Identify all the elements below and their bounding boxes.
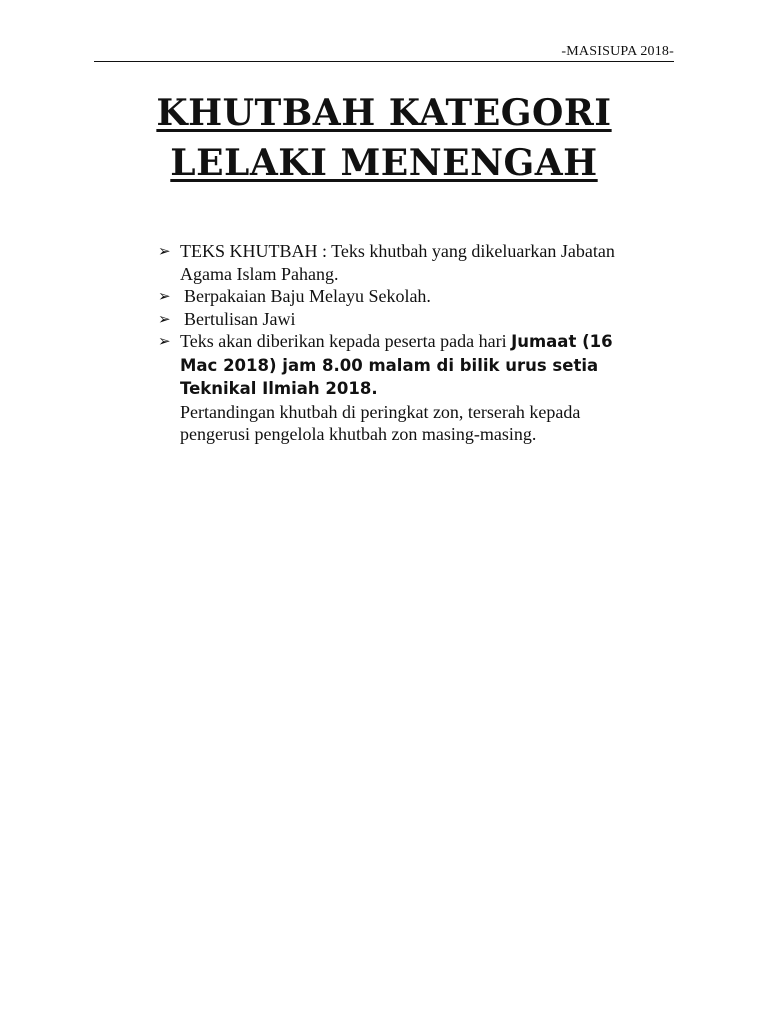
bullet-item-teks-akan xyxy=(158,330,648,446)
page-title xyxy=(94,88,674,188)
title-line-2: LELAKI MENENGAH xyxy=(170,142,598,184)
bullet-item-berpakaian xyxy=(158,285,648,308)
bullet-text: Berpakaian Baju Melayu Sekolah. xyxy=(184,286,431,306)
arrowhead-bullet-icon: ➢ xyxy=(158,242,171,260)
bullet-item-bertulisan xyxy=(158,308,648,331)
bullet-text-bold: Jumaat (16 Mac 2018) jam 8.00 malam di bilik urus setia Teknikal Ilmiah 2018. xyxy=(180,332,613,398)
bullet-list xyxy=(158,240,648,446)
arrowhead-bullet-icon: ➢ xyxy=(158,287,171,305)
bullet-text: Bertulisan Jawi xyxy=(184,308,296,329)
header-divider xyxy=(94,61,674,62)
bullet-text-plain: Teks akan diberikan kepada peserta pada hari xyxy=(180,331,507,351)
header-label: -MASISUPA 2018- xyxy=(561,44,674,59)
arrowhead-bullet-icon: ➢ xyxy=(158,309,171,328)
bullet-text: TEKS KHUTBAH : Teks khutbah yang dikeluarkan Jabatan Agama Islam Pahang. xyxy=(180,241,615,284)
title-line-1: KHUTBAH KATEGORI xyxy=(156,92,612,134)
arrowhead-bullet-icon: ➢ xyxy=(158,332,171,350)
bullet-note: Pertandingan khutbah di peringkat zon, terserah kepada pengerusi pengelola khutbah zon masing-masing. xyxy=(180,401,581,444)
bullet-item-teks-khutbah xyxy=(158,240,648,285)
